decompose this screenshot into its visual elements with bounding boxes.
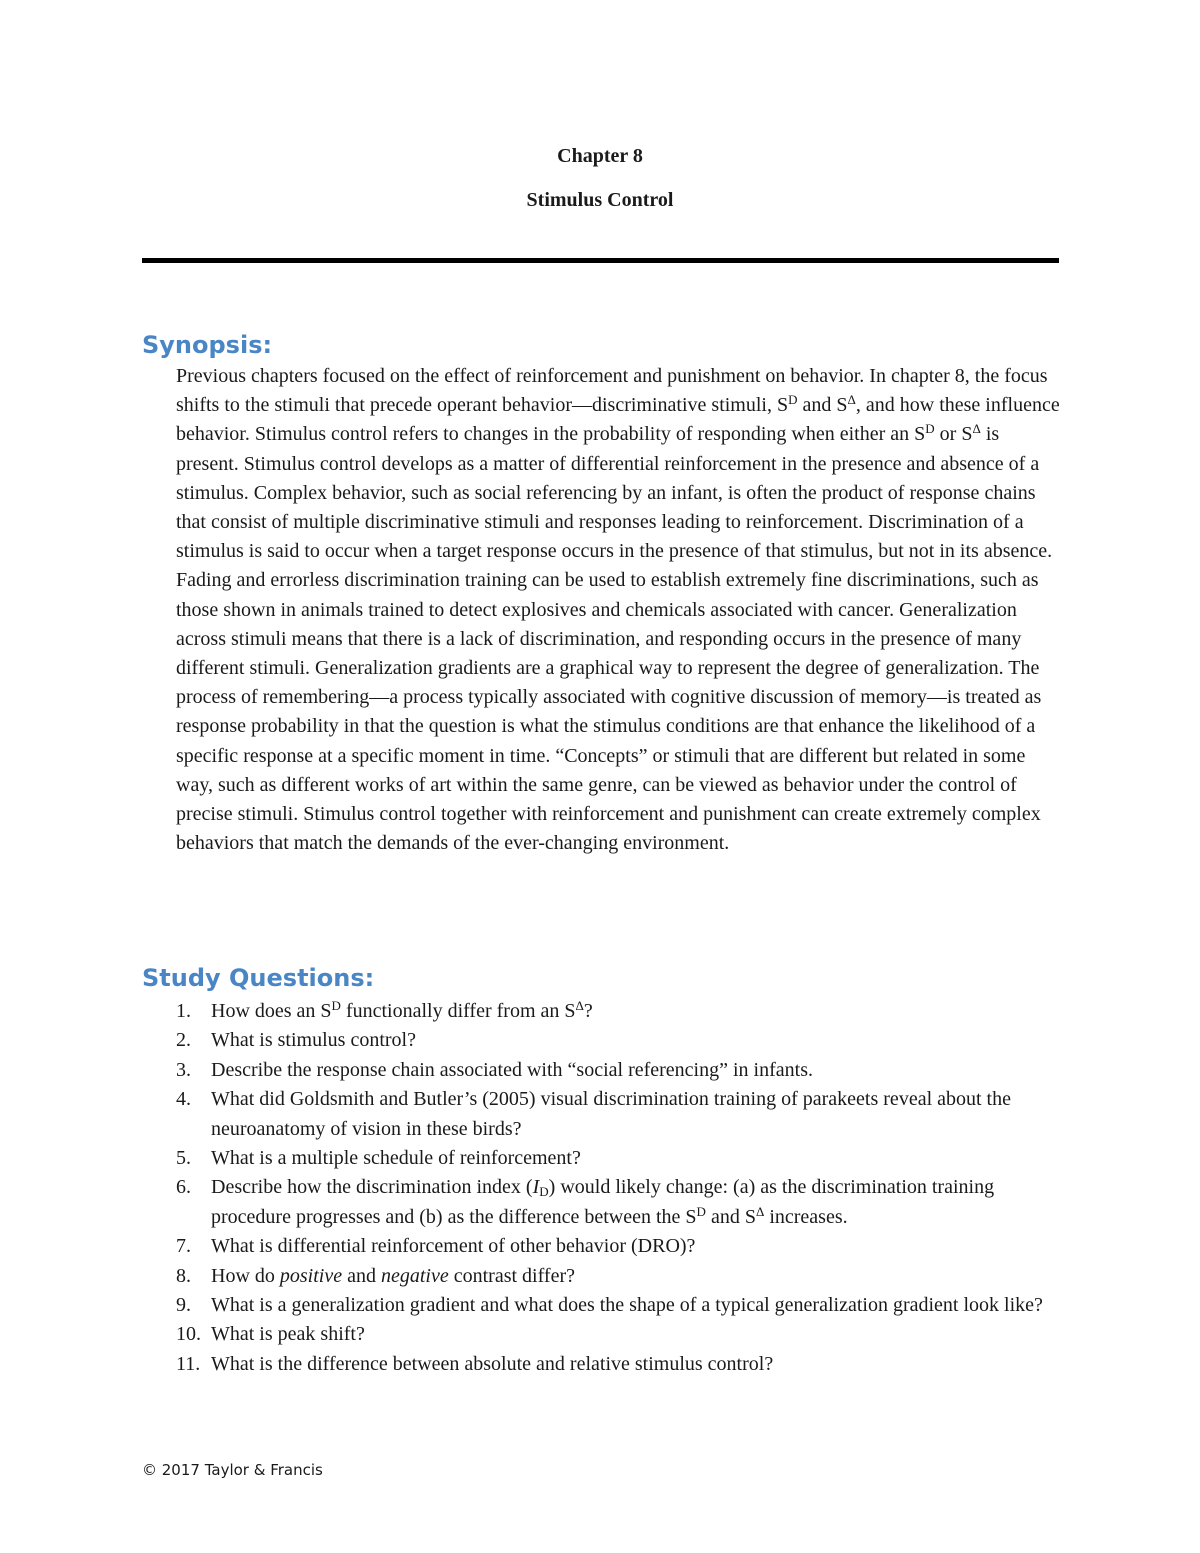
question-number: 3. [176, 1058, 191, 1081]
question-number: 9. [176, 1294, 191, 1317]
header-divider [142, 258, 1059, 263]
question-number: 10. [176, 1323, 201, 1346]
question-number: 4. [176, 1088, 191, 1111]
list-item: 8. How do positive and negative contrast differ? [142, 1262, 1060, 1291]
list-item [142, 1026, 1060, 1055]
question-text: What is stimulus control? [211, 1029, 416, 1052]
question-number: 11. [176, 1352, 201, 1375]
question-number: 2. [176, 1029, 191, 1052]
list-item [142, 1232, 1060, 1261]
synopsis-paragraph: Previous chapters focused on the effect of reinforcement and punishment on behavior. In chapter 8, the focus shifts to the stimuli that precede operant behavior—discriminative stimuli, $S^D$ and $S^\Delta$, and how these influence behavior. Stimulus control refers to changes in the probability of responding when either an $S^D$ or $S^\Delta$ is present. Stimulus control develops as a matter of differential reinforcement in the presence and absence of a stimulus. Complex behavior, such as social referencing by an infant, is often the product of response chains that consist of multiple discriminative stimuli and responses leading to reinforcement. Discrimination of a stimulus is said to occur when a target response occurs in the presence of that stimulus, but not in its absence. Fading and errorless discrimination training can be used to establish extremely fine discriminations, such as those shown in animals trained to detect explosives and chemicals associated with cancer. Generalization across stimuli means that there is a lack of discrimination, and responding occurs in the presence of many different stimuli. Generalization gradients are a graphical way to represent the degree of generalization. The process of remembering—a process typically associated with cognitive discussion of memory—is treated as response probability in that the question is what the stimulus conditions are that enhance the likelihood of a specific response at a specific moment in time. “Concepts” or stimuli that are different but related in some way, such as different works of art within the same genre, can be viewed as behavior under the control of precise stimuli. Stimulus control together with reinforcement and punishment can create extremely complex behaviors that match the demands of the ever-changing environment. [176, 365, 1060, 855]
list-item [142, 1350, 1060, 1379]
list-item [142, 1056, 1060, 1085]
question-number: 8. [176, 1264, 191, 1287]
question-text: What is differential reinforcement of other behavior (DRO)? [211, 1235, 696, 1258]
question-text: What is the difference between absolute and relative stimulus control? [211, 1352, 774, 1375]
list-item [142, 1144, 1060, 1173]
question-number: 5. [176, 1147, 191, 1170]
question-text: What is peak shift? [211, 1323, 365, 1346]
chapter-number: Chapter 8 [557, 145, 643, 167]
study-questions-list [142, 997, 1060, 1379]
question-number: 6. [176, 1176, 191, 1199]
copyright-footer: © 2017 Taylor & Francis [142, 1461, 323, 1479]
chapter-title: Stimulus Control [526, 189, 674, 211]
question-number: 7. [176, 1235, 191, 1258]
synopsis-heading: Synopsis: [142, 331, 273, 359]
question-text: Describe the response chain associated with “social referencing” in infants. [211, 1058, 813, 1081]
list-item [142, 1320, 1060, 1349]
question-text: What did Goldsmith and Butler’s (2005) visual discrimination training of parakeets reveal about the neuroanatomy of vision in these birds? [211, 1088, 1011, 1140]
question-text: What is a generalization gradient and what does the shape of a typical generalization gradient look like? [211, 1294, 1043, 1317]
question-text: What is a multiple schedule of reinforcement? [211, 1147, 581, 1170]
study-questions-heading: Study Questions: [142, 964, 375, 992]
question-number: 1. [176, 1000, 191, 1022]
list-item: 6. Describe how the discrimination index $(I_D)$ would likely change: (a) as the discrimination training procedure progresses and (b) as the difference between the $S^D$ and $S^\Delta$ increases. [142, 1173, 1060, 1232]
list-item: 1. How does an $S^D$ functionally differ from an $S^\Delta$? [142, 997, 1060, 1026]
list-item [142, 1291, 1060, 1320]
list-item [142, 1085, 1060, 1144]
